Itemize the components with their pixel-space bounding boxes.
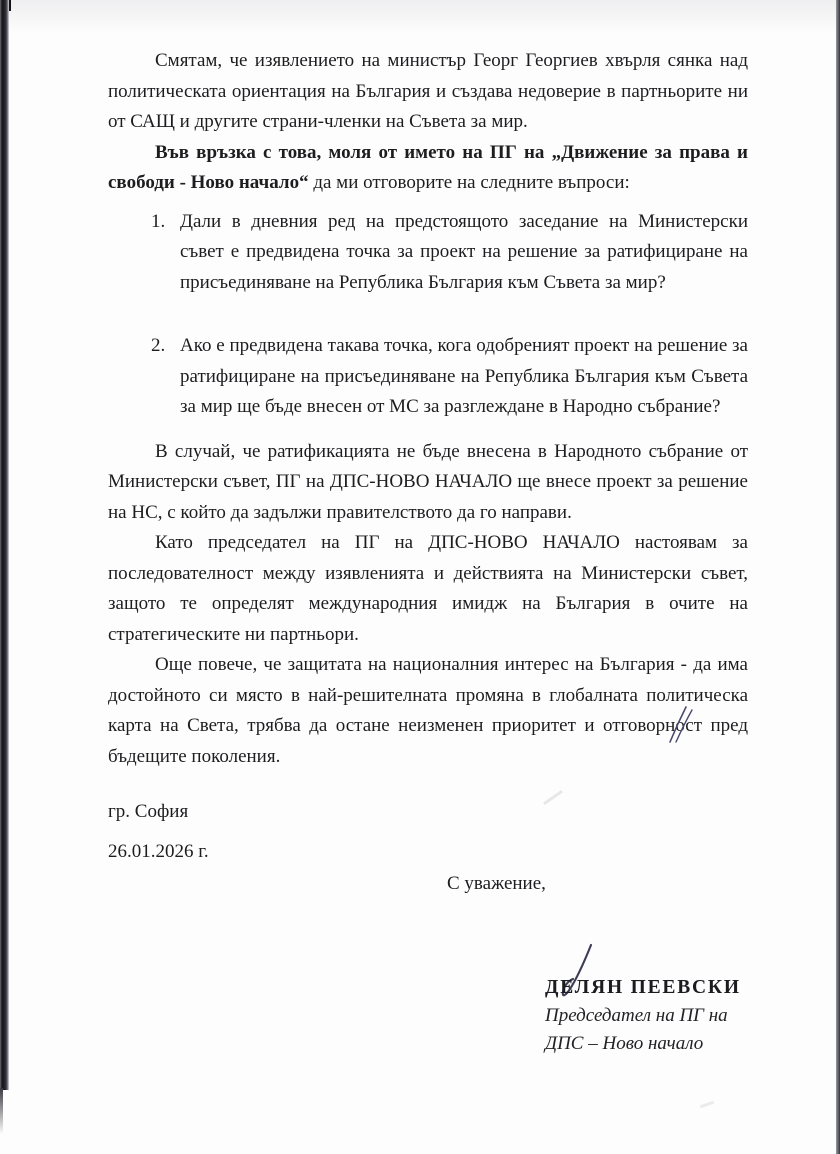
scan-smudge [700, 1101, 714, 1109]
letter-city: гр. София [108, 801, 189, 822]
signer-name: ДЕЛЯН ПЕЕВСКИ [545, 977, 741, 998]
question-text: Ако е предвидена такава точка, кога одобреният проект на решение за ратифициране на присъединяване на Република България към Съвета за мир ще бъде внесен от МС за разглеждане в Народно събрание? [180, 335, 748, 417]
question-item [151, 331, 748, 423]
question-number: 1. [151, 210, 166, 232]
letter-closing: С уважение, [447, 873, 546, 894]
paragraph-position: Като председател на ПГ на ДПС-НОВО НАЧАЛО настоявам за последователност между изявленията и действията на Министерски съвет, защото те определят международния имидж на България в очите на стратегическите ни партньори. [108, 532, 748, 645]
paragraph-request [108, 138, 748, 199]
question-text: Дали в дневния ред на предстоящото заседание на Министерски съвет е предвидена точка за проект на решение за ратифициране на присъединяване на Република България към Съвета за мир? [180, 210, 748, 293]
question-list [108, 207, 748, 423]
signer-title [545, 1002, 775, 1057]
letter-body [108, 46, 748, 772]
scan-smudge [543, 790, 563, 805]
scan-artifact-top-band [0, 0, 840, 34]
letter-date: 26.01.2026 г. [108, 841, 209, 862]
pen-mark [664, 704, 698, 746]
paragraph-statement: Смятам, че изявлението на министър Георг Георгиев хвърля сянка над политическата ориентация на България и създава недоверие в партньорите ни от САЩ и другите страни-членки на Съвета за мир. [108, 50, 748, 132]
paragraph-warning: В случай, че ратификацията не бъде внесена в Народното събрание от Министерски съвет, ПГ на ДПС-НОВО НАЧАЛО ще внесе проект за решение на НС, с който да задължи правителството да го направи. [108, 440, 748, 523]
paragraph-request-regular: да ми отговорите на следните въпроси: [308, 172, 630, 193]
signer-title-line2: ДПС – Ново начало [545, 1032, 704, 1054]
paragraph-closing-statement: Още повече, че защитата на националния интерес на България - да има достойното си място в най-решителната промяна в глобалната политическа карта на Света, трябва да остане неизменен приоритет и отговорност пред бъдещите поколения. [108, 654, 748, 767]
scan-artifact-left-edge-tail [0, 1088, 3, 1134]
question-number: 2. [151, 335, 166, 356]
question-item [151, 207, 748, 299]
signer-block [545, 977, 775, 1057]
scan-artifact-right-edge [836, 0, 840, 1154]
paragraph-request-bold: Във връзка с това, моля от името на ПГ на „Движение за права и свободи - Ново начало“ [108, 141, 748, 193]
scan-artifact-left-edge [0, 0, 9, 1090]
signer-title-line1: Председател на ПГ на [545, 1005, 728, 1026]
